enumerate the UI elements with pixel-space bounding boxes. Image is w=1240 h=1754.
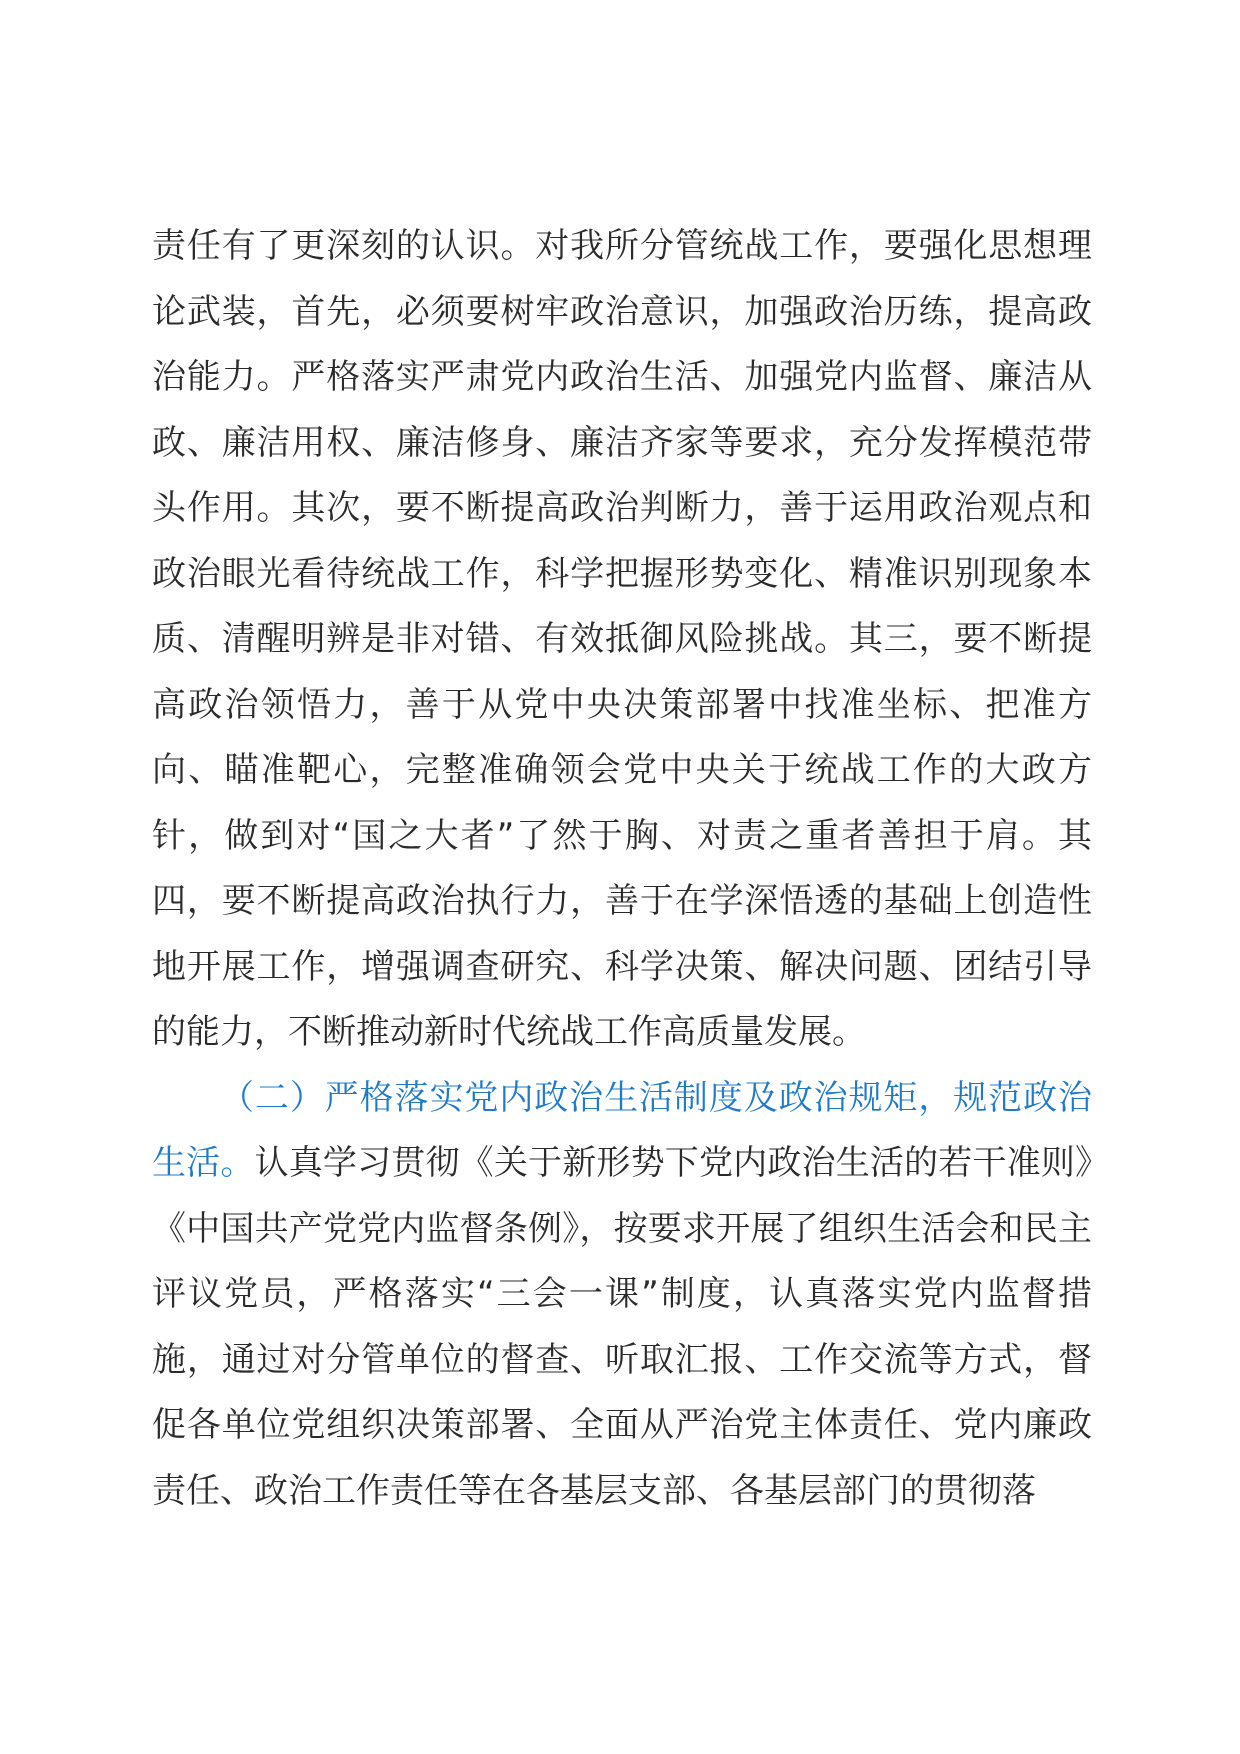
paragraph-section-2 [152,1066,1092,1525]
section-2-heading: （二）严格落实党内政治生活制度及政治规矩，规范政治生活。 [152,1077,1092,1183]
document-body [152,214,1092,1524]
section-2-body: 认真学习贯彻《关于新形势下党内政治生活的若干准则》《中国共产党党内监督条例》，按要求开展了组织生活会和民主评议党员，严格落实“三会一课”制度，认真落实党内监督措施，通过对分管单位的督查、听取汇报、工作交流等方式，督促各单位党组织决策部署、全面从严治党主体责任、党内廉政责任、政治工作责任等在各基层支部、各基层部门的贯彻落 [152,1143,1093,1511]
paragraph-1: 责任有了更深刻的认识。对我所分管统战工作，要强化思想理论武装，首先，必须要树牢政治意识，加强政治历练，提高政治能力。严格落实严肃党内政治生活、加强党内监督、廉洁从政、廉洁用权、廉洁修身、廉洁齐家等要求，充分发挥模范带头作用。其次，要不断提高政治判断力，善于运用政治观点和政治眼光看待统战工作，科学把握形势变化、精准识别现象本质、清醒明辨是非对错、有效抵御风险挑战。其三，要不断提高政治领悟力，善于从党中央决策部署中找准坐标、把准方向、瞄准靶心，完整准确领会党中央关于统战工作的大政方针，做到对“国之大者”了然于胸、对责之重者善担于肩。其四，要不断提高政治执行力，善于在学深悟透的基础上创造性地开展工作，增强调查研究、科学决策、解决问题、团结引导的能力，不断推动新时代统战工作高质量发展。 [152,226,1092,1052]
